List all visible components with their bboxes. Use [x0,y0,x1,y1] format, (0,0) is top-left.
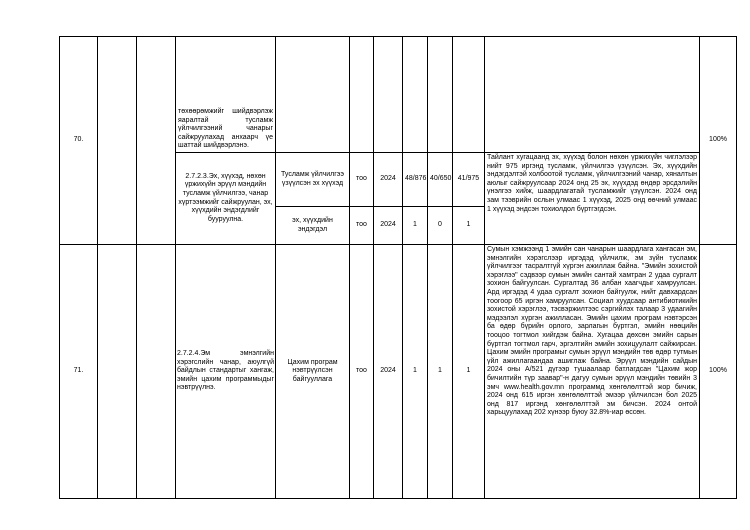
indicator-target: 0 [428,207,453,245]
indicator-target: 40/650 [428,153,453,207]
task-cell-continued: төхөөрөмжийг шийдвэрлэж яаралтай тусламж үйлчилгээний чанарыг сайжруулахад анхаарч үе шаттай шийдвэрлэнэ. [176,37,276,153]
report-cell: Сумын хэмжээнд 1 эмийн сан чанарын шаардлага хангасан эм, эмнэлгийн хэрэгслээр иргэдэд үйлчилж, эм зүйн тусламж үйлчилгээг тасралтгүй хүргэн ажиллаж байна. "Эмийн зохистой хэрэглээ" сэдвээр сумын эмийн сантай хамтран 2 удаа сургалт зохион байгуулсан. Сургалтад 36 албан хаагчдыг хамруулсан. Ард иргэдэд 4 удаа сургалт зохион байгуулж, нийт давхардсан тоогоор 65 иргэн хамруулсан. Социал хуудсаар антибиотикийн зохистой хэрэглээ, тэсвэржилтээс сэргийлэх талаар 3 удаагийн мэдээлэл хүргэн ажилласан. Эмийн цахим програм нэвтэрсэн ба өдөр бүрийн орлого, зарлагын бүртгэл, эмийн нөөцийн тооцоо тогтмол хийгдэж байна. Хугацаа дөхсөн эмийн сарын бүртгэл тогтмол гарч, эргэлтийн эмийн зохицуулалт сайжирсан. Цахим эмийн програмыг сумын эрүүл мэндийн төв өдөр тутмын үйл ажиллагаандаа ашиглаж байна. Эрүүл мэндийн сайдын 2024 оны А/521 дүгээр тушаалаар батлагдсан "Цахим жор бичилтийн түр заавар"-н дагуу сумын эрүүл мэндийн төвийн 3 эмч www.health.gov.mn программд хөнгөлөлттэй жор бичиж, 2024 онд 615 иргэн хөнгөлөлттэй эмээр үйлчилсэн бол 2025 онд 817 иргэнд хөнгөлөлттэй эм бичсэн. 2024 онтой харьцуулахад 202 хүнээр буюу 32.8%-иар өссөн. [485,245,700,499]
empty-cell [403,37,428,153]
table-row [60,245,737,499]
empty-cell [374,37,403,153]
report-cell: Тайлант хугацаанд эх, хүүхэд болон нөхөн үржихүйн чиглэлээр нийт 975 иргэнд тусламж, үйлчилгээ үзүүлсэн. Эх, хүүхдийн эндэгдэлтэй холбоотой тусламж, үйлчилгээний чанар, хяналтын аюлыг сайжруулсаар 2024 онд 25 эх, хүүхдэд өндөр эрсдэлийн үнэлгээ хийж, шаардлагатай тусламжийг үзүүлсэн. 2024 онд зам тээврийн ослын улмаас 1 хүүхэд, 2025 онд өөчний улмаас 1 хүүхэд эндсэн тохиолдол бүртгэгдсэн. [485,153,700,245]
indicator-unit: тоо [350,153,374,207]
indicator-baseline: 1 [403,245,428,499]
indicator-baseline: 1 [403,207,428,245]
indicator-actual: 41/975 [453,153,485,207]
indicator-actual: 1 [453,245,485,499]
indicator-unit: тоо [350,245,374,499]
empty-cell [485,37,700,153]
completion-percent: 100% [700,245,737,499]
indicator-year: 2024 [374,207,403,245]
empty-cell [428,37,453,153]
indicator-name: Тусламж үйлчилгээ үзүүлсэн эх хүүхэд [276,153,350,207]
indicator-name: Цахим програм нэвтрүүлсэн байгууллага [276,245,350,499]
indicator-target: 1 [428,245,453,499]
indicator-year: 2024 [374,153,403,207]
implementation-report-table [59,36,737,499]
indicator-unit: тоо [350,207,374,245]
empty-cell [98,37,137,245]
indicator-baseline: 48/876 [403,153,428,207]
indicator-name: эх, хүүхдийн эндэгдэл [276,207,350,245]
row-number: 70. [60,37,98,245]
row-number: 71. [60,245,98,499]
completion-percent: 100% [700,37,737,245]
table-row [60,37,737,153]
task-cell: 2.7.2.3.Эх, хүүхэд, нөхөн үржихүйн эрүүл мэндийн тусламж үйлчилгээ, чанар хүртээмжийг сайжруулан, эх, хүүхдийн эндэгдлийг бууруулна. [176,153,276,245]
empty-cell [350,37,374,153]
indicator-actual: 1 [453,207,485,245]
empty-cell [137,245,176,499]
empty-cell [276,37,350,153]
empty-cell [453,37,485,153]
task-cell: 2.7.2.4.Эм эмнэлгийн хэрэгслийн чанар, аюулгүй байдлын стандартыг хангаж, эмийн цахим программыдыг нэвтрүүлнэ. [176,245,276,499]
indicator-year: 2024 [374,245,403,499]
empty-cell [98,245,137,499]
empty-cell [137,37,176,245]
